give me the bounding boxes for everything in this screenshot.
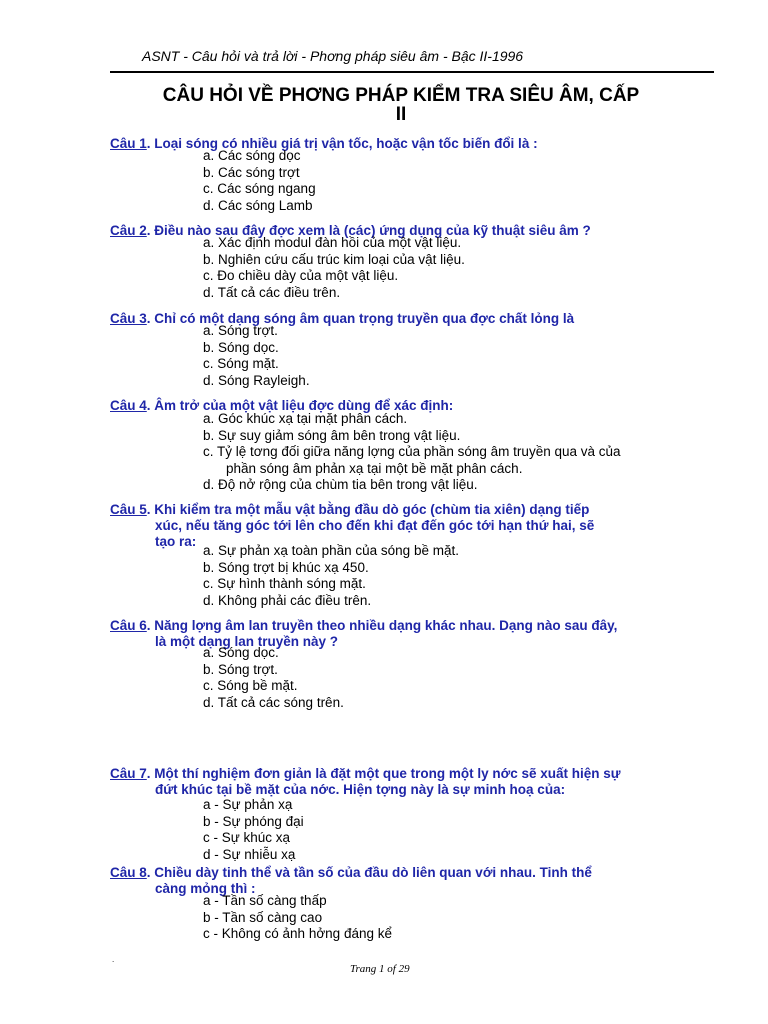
question-number: Câu 2 [110, 223, 147, 238]
option-b: b. Các sóng trợt [203, 164, 300, 180]
option-b: b. Sóng dọc. [203, 339, 279, 355]
question-number: Câu 5 [110, 502, 147, 517]
option-a: a. Các sóng dọc [203, 148, 301, 163]
option-c: c. Đo chiều dày của một vật liệu. [203, 268, 399, 283]
question-text-line-2: càng mỏng thì : [155, 881, 256, 896]
question-number: Câu 4 [110, 398, 147, 413]
question-number: Câu 3 [110, 311, 147, 326]
option-c: c - Không có ảnh hởng đáng kể [203, 926, 392, 941]
option-b: b. Sóng trợt. [203, 661, 278, 677]
option-d: d. Không phải các điều trên. [203, 592, 372, 608]
question-text-line-1: . Một thí nghiệm đơn giản là đặt một que trong một ly nớc sẽ xuất hiện sự [146, 766, 621, 781]
option-d: d. Tất cả các sóng trên. [203, 694, 344, 710]
option-a: a - Tần số càng thấp [203, 893, 327, 908]
question-text: . Điều nào sau đây đợc xem là (các) ứng dụng của kỹ thuật siêu âm ? [146, 223, 591, 238]
document-title [100, 86, 702, 124]
question-1-options [203, 148, 703, 214]
question-number: Câu 1 [110, 136, 147, 151]
header-rule [110, 71, 714, 73]
option-d: d. Độ nở rộng của chùm tia bên trong vật liệu. [203, 477, 478, 492]
option-b: b. Sự suy giảm sóng âm bên trong vật liệu. [203, 427, 461, 443]
option-d: d. Sóng Rayleigh. [203, 372, 310, 388]
option-a: a. Sóng trợt. [203, 323, 278, 338]
question-7 [110, 766, 698, 798]
option-a: a. Sóng dọc. [203, 645, 279, 660]
title-line-2: II [395, 104, 407, 125]
question-text-line-2: xúc, nếu tăng góc tới lên cho đến khi đạt đến góc tới hạn thứ hai, sẽ [155, 518, 595, 533]
option-a: a. Sự phản xạ toàn phần của sóng bề mặt. [203, 543, 459, 558]
option-c-continuation: phần sóng âm phản xạ tại một bề mặt phân cách. [226, 460, 523, 476]
option-c: c. Các sóng ngang [203, 181, 316, 196]
question-text-line-2: đứt khúc tại bề mặt của nớc. Hiện tợng này là sự minh hoạ của: [155, 782, 566, 797]
question-8-options [203, 893, 703, 943]
question-4-options [203, 411, 703, 494]
question-text-line-1: . Năng lợng âm lan truyền theo nhiều dạng khác nhau. Dạng nào sau đây, [146, 618, 618, 633]
question-text: . Chỉ có một dạng sóng âm quan trọng truyền qua đợc chất lỏng là [146, 311, 575, 326]
question-number: Câu 7 [110, 766, 147, 781]
option-d: d - Sự nhiễu xạ [203, 846, 296, 862]
footer-dot: . [112, 955, 115, 964]
option-c: c. Sóng bề mặt. [203, 678, 298, 693]
option-b: b. Nghiên cứu cấu trúc kim loại của vật liệu. [203, 251, 465, 267]
question-text-line-1: . Chiều dày tinh thể và tần số của đầu dò liên quan với nhau. Tinh thể [146, 865, 592, 880]
question-7-options [203, 797, 703, 863]
option-c: c. Sự hình thành sóng mặt. [203, 576, 366, 591]
option-c: c. Tỷ lệ tơng đối giữa năng lợng của phần sóng âm truyền qua và của [203, 444, 621, 459]
option-a: a. Góc khúc xạ tại mặt phân cách. [203, 411, 408, 426]
question-number: Câu 8 [110, 865, 147, 880]
option-d: d. Tất cả các điều trên. [203, 284, 341, 300]
option-d: d. Các sóng Lamb [203, 197, 313, 213]
question-text: . Loại sóng có nhiều giá trị vận tốc, hoặc vận tốc biến đổi là : [146, 136, 538, 151]
option-a: a. Xác định modul đàn hồi của một vật liệu. [203, 235, 462, 250]
question-5-options [203, 543, 703, 609]
option-c: c. Sóng mặt. [203, 356, 279, 371]
question-2-options [203, 235, 703, 301]
question-text-line-2: là một dạng lan truyền này ? [155, 634, 339, 649]
page-number: Trang 1 of 29 [350, 963, 410, 975]
question-3-options [203, 323, 703, 389]
question-6-options [203, 645, 703, 711]
question-text-line-3: tạo ra: [155, 534, 197, 549]
question-text-line-1: . Khi kiểm tra một mẫu vật bằng đầu dò góc (chùm tia xiên) dạng tiếp [146, 502, 590, 517]
option-b: b - Tần số càng cao [203, 909, 323, 925]
option-b: b - Sự phóng đại [203, 813, 304, 829]
option-c: c - Sự khúc xạ [203, 830, 291, 845]
option-a: a - Sự phản xạ [203, 797, 293, 812]
option-b: b. Sóng trợt bị khúc xạ 450. [203, 559, 369, 575]
question-number: Câu 6 [110, 618, 147, 633]
question-text: . Âm trở của một vật liệu đợc dùng để xác định: [146, 398, 454, 413]
title-line-1: CÂU HỎI VỀ PHƠNG PHÁP KIỂM TRA SIÊU ÂM, CẤP [162, 85, 640, 106]
document-header: ASNT - Câu hỏi và trả lời - Phơng pháp siêu âm - Bậc II-1996 [142, 48, 524, 64]
